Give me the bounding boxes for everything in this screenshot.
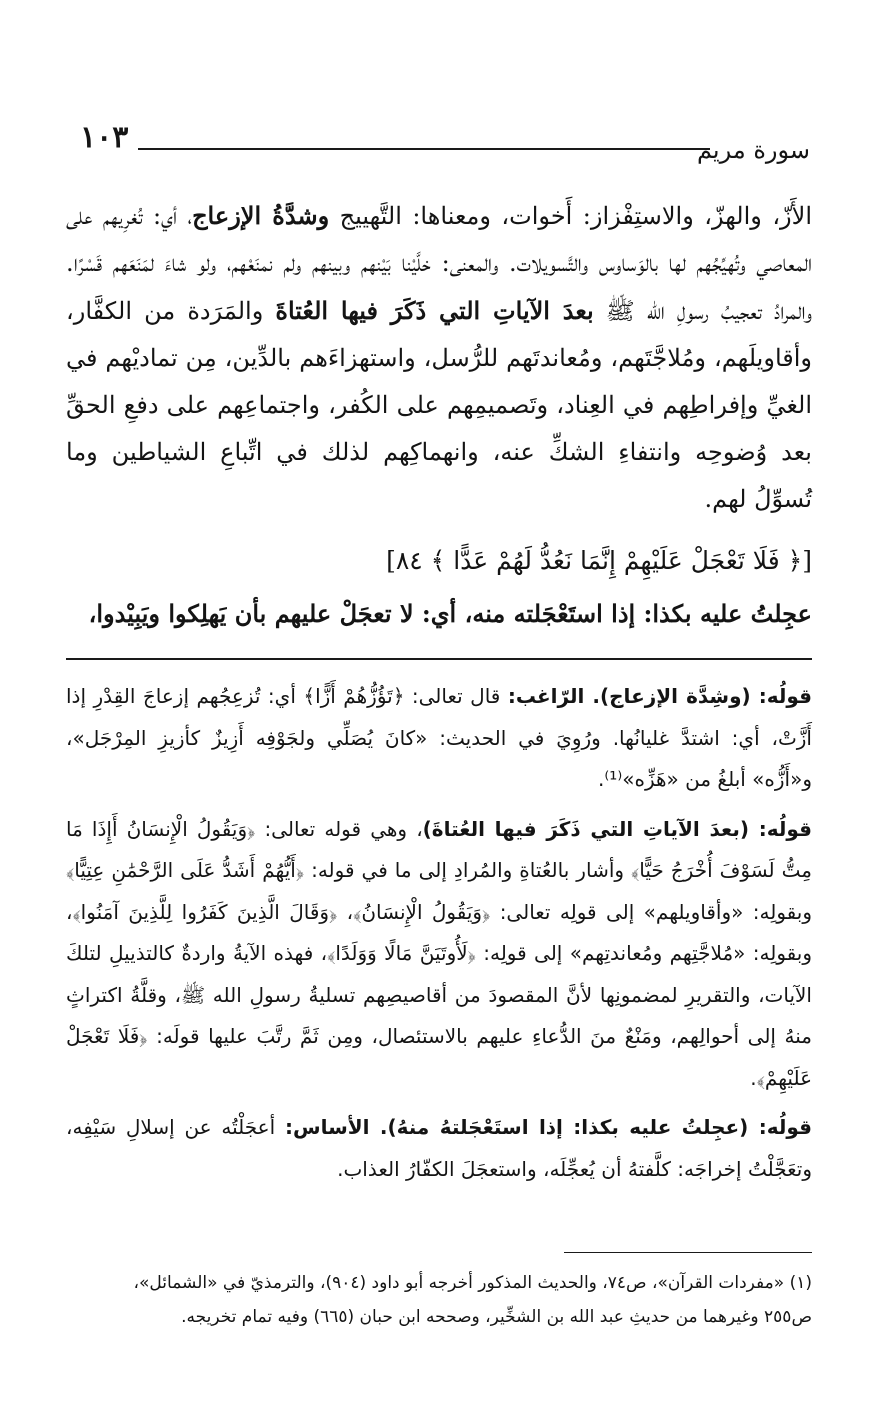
paragraph-text: الأَزّ، والهزّ، والاستِفْزاز: أَخوات، ومعناها: التَّهييج — [329, 202, 813, 230]
footnote-line: (١) «مفردات القرآن»، ص٧٤، والحديث المذكور أخرجه أبو داود (٩٠٤)، والترمذيّ في «الشمائل»، — [133, 1273, 812, 1293]
header-rule — [138, 148, 710, 150]
page-number: ١٠٣ — [80, 120, 129, 155]
note-text: ، وهي قوله تعالى: ﴿وَيَقُولُ الْإِنسَانُ أَإِذَا مَا مِتُّ لَسَوْفَ أُخْرَجُ حَيًّا﴾ وأشار بالعُتاةِ والمُرادِ إلى ما في قوله: ﴿أَيُّهُمْ أَشَدُّ عَلَى الرَّحْمَٰنِ عِتِيًّا﴾ وبقولِه: «وأقاويلهم» إلى قولِه تعالى: ﴿وَيَقُولُ الْإِنسَانُ﴾، ﴿وَقَالَ الَّذِينَ كَفَرُوا لِلَّذِينَ آمَنُوا﴾، وبقولِه: «مُلاجَّتِهم ومُعاندتِهم» إلى قولِه: ﴿لَأُوتَيَنَّ مَالًا وَوَلَدًا﴾، فهذه الآيةُ واردةٌ كالتذييلِ لتلكَ الآيات، والتقريرِ لمضمونِها لأنَّ المقصودَ من أقاصيصِهم تسليةُ رسولِ الله ﷺ، وقلَّةُ اكتراثٍ منهُ إلى أحوالِهم، ومَنْعٌ منَ الدُّعاءِ عليهم بالاستئصال، ومِن ثَمَّ رتَّبَ عليها قولَه: ﴿فَلَا تَعْجَلْ عَلَيْهِمْ﴾. — [66, 816, 812, 1090]
footnote — [66, 1266, 812, 1334]
gloss-note — [66, 1107, 812, 1190]
verse-explanation: عجِلتُ عليه بكذا: إذا استَعْجَلته منه، أي: لا تعجَلْ عليهم بأن يَهلِكوا ويَبِيْدوا، — [88, 599, 812, 628]
note-label: قولُه: (بعدَ الآياتِ التي ذَكَرَ فيها العُتاةَ) — [422, 816, 812, 841]
gloss-note — [66, 809, 812, 1100]
section-divider — [66, 658, 812, 660]
paragraph-text: ، أي: تُغرِيهم على المعاصي وتُهيِّجُهم لها بالوَساوس والتَّسويلات. والمعنى: خلَّيْنا بَيْنهم وبينهم ولم نمنَعْهم، ولو شاءَ لمَنَعَهم قَسْرًا. والمرادُ تعجيبُ رسولِ الله ﷺ — [66, 202, 813, 325]
note-text: أعجَلْتُه عن إسلالِ سَيْفِه، وتعَجَّلْتُ إخراجَه: كلَّفتهُ أن يُعجِّلَه، واستعجَلَ الكفّارُ العذاب. — [66, 1115, 812, 1181]
footnote-line: ص٢٥٥ وغيرهما من حديثِ عبد الله بن الشخِّير، وصححه ابن حبان (٦٦٥) وفيه تمام تخريجه. — [181, 1307, 812, 1327]
surah-title: سورة مريم — [696, 136, 810, 164]
footnote-rule — [564, 1252, 812, 1253]
note-text: قال تعالى: ﴿تَؤُزُّهُمْ أَزًّا﴾ أي: تُزعِجُهم إزعاجَ القِدْرِ إذا أَزَّتْ، أي: اشتدَّ غليانُها. ورُوِيَ في الحديث: «كانَ يُصَلِّي ولجَوْفِه أَزِيزٌ كأزيزِ المِرْجَل»، و«أَزُّه» أبلغُ من «هَزِّه»⁽¹⁾. — [66, 684, 812, 791]
quran-verse: [﴿ فَلَا تَعْجَلْ عَلَيْهِمْ إِنَّمَا نَعُدُّ لَهُمْ عَدًّا ﴾ ٨٤] — [386, 546, 812, 575]
note-label: قولُه: (وشِدَّة الإزعاج). الرّاغب: — [507, 684, 813, 708]
paragraph-text: والمَرَدة من الكفَّار، وأقاويلَهم، ومُلاجَّتَهم، ومُعاندتَهم للرُّسل، واستهزاءَهم بالدِّين، مِن تماديْهم في الغيِّ وإفراطِهم في العِناد، وتَصميمِهم على الكُفر، واجتماعِهم على دفعِ الحقِّ بعد وُضوحِه وانتفاءِ الشكِّ عنه، وانهماكِهم لذلك في اتِّباعِ الشياطين وما تُسوِّلُ لهم. — [66, 297, 812, 513]
gloss-note — [66, 676, 812, 801]
commentary-paragraph — [66, 192, 812, 523]
main-text — [66, 192, 812, 637]
gloss-notes — [66, 676, 812, 1198]
bold-phrase: وشدَّةُ الإزعاج — [192, 201, 330, 230]
running-header — [80, 120, 810, 172]
bold-phrase: بعدَ الآياتِ التي ذَكَرَ فيها العُتاةَ — [275, 296, 594, 325]
note-label: قولُه: (عجِلتُ عليه بكذا: إذا استَعْجَلتهُ منهُ). الأساس: — [284, 1115, 812, 1139]
